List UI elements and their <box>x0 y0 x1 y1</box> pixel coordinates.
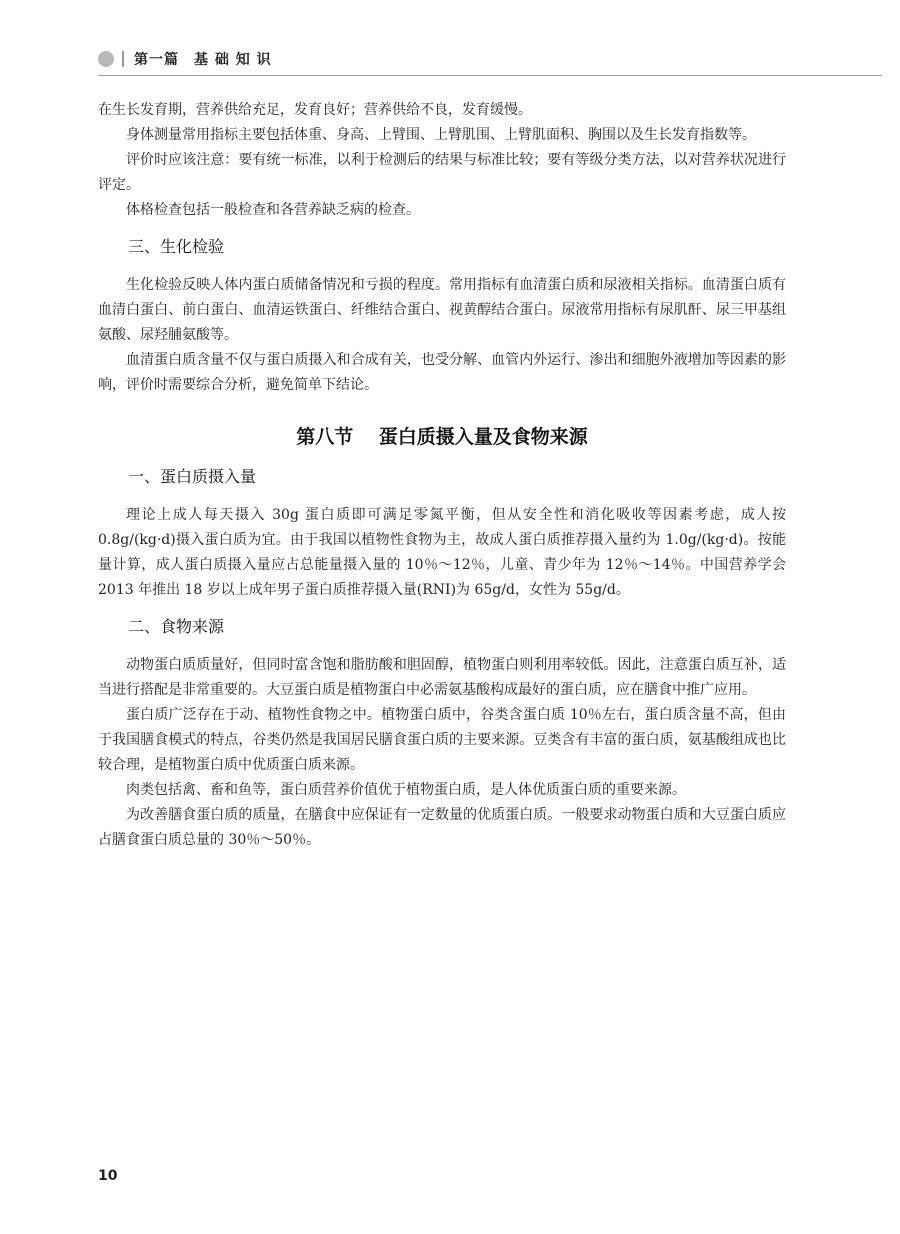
subsection-heading: 一、蛋白质摄入量 <box>128 467 257 486</box>
body-paragraph: 生化检验反映人体内蛋白质储备情况和亏损的程度。常用指标有血清蛋白质和尿液相关指标。血清蛋白质有血清白蛋白、前白蛋白、血清运铁蛋白、纤维结合蛋白、视黄醇结合蛋白。尿液常用指标有尿肌酐、尿三甲基组氨酸、尿羟脯氨酸等。 <box>98 277 786 343</box>
body-paragraph: 血清蛋白质含量不仅与蛋白质摄入和合成有关，也受分解、血管内外运行、渗出和细胞外液增加等因素的影响，评价时需要综合分析，避免简单下结论。 <box>98 352 786 393</box>
section-title: 第八节 蛋白质摄入量及食物来源 <box>296 426 588 448</box>
page-body <box>98 98 786 853</box>
subsection-heading: 三、生化检验 <box>128 237 225 256</box>
body-paragraph: 在生长发育期，营养供给充足，发育良好；营养供给不良，发育缓慢。 <box>98 102 532 118</box>
body-paragraph: 动物蛋白质质量好，但同时富含饱和脂肪酸和胆固醇，植物蛋白则利用率较低。因此，注意蛋白质互补，适当进行搭配是非常重要的。大豆蛋白质是植物蛋白中必需氨基酸构成最好的蛋白质，应在膳食中推广应用。 <box>98 657 786 698</box>
body-paragraph: 身体测量常用指标主要包括体重、身高、上臂围、上臂肌围、上臂肌面积、胸围以及生长发育指数等。 <box>126 127 756 143</box>
body-paragraph: 肉类包括禽、畜和鱼等，蛋白质营养价值优于植物蛋白质，是人体优质蛋白质的重要来源。 <box>126 782 686 798</box>
body-paragraph: 评价时应该注意：要有统一标准，以利于检测后的结果与标准比较；要有等级分类方法，以对营养状况进行评定。 <box>98 152 786 193</box>
running-header <box>98 48 272 70</box>
subsection-heading: 二、食物来源 <box>128 617 225 636</box>
body-paragraph: 理论上成人每天摄入 30g 蛋白质即可满足零氮平衡，但从安全性和消化吸收等因素考虑，成人按 0.8g/(kg·d)摄入蛋白质为宜。由于我国以植物性食物为主，故成人蛋白质推荐摄入量约为 1.0g/(kg·d)。按能量计算，成人蛋白质摄入量应占总能量摄入量的 10％～12％，儿童、青少年为 12％～14％。中国营养学会 2013 年推出 18 岁以上成年男子蛋白质推荐摄入量(RNI)为 65g/d，女性为 55g/d。 <box>98 507 786 598</box>
body-paragraph: 蛋白质广泛存在于动、植物性食物之中。植物蛋白质中，谷类含蛋白质 10％左右，蛋白质含量不高，但由于我国膳食模式的特点，谷类仍然是我国居民膳食蛋白质的主要来源。豆类含有丰富的蛋白质，氨基酸组成也比较合理，是植物蛋白质中优质蛋白质来源。 <box>98 707 786 773</box>
running-header-text: 第一篇 基 础 知 识 <box>134 52 272 68</box>
page-number: 10 <box>98 1168 118 1184</box>
body-paragraph: 体格检查包括一般检查和各营养缺乏病的检查。 <box>126 202 420 218</box>
header-divider-icon <box>122 51 124 67</box>
header-rule <box>98 75 882 76</box>
book-badge-icon <box>98 51 114 67</box>
body-paragraph: 为改善膳食蛋白质的质量，在膳食中应保证有一定数量的优质蛋白质。一般要求动物蛋白质和大豆蛋白质应占膳食蛋白质总量的 30％～50％。 <box>98 807 786 848</box>
